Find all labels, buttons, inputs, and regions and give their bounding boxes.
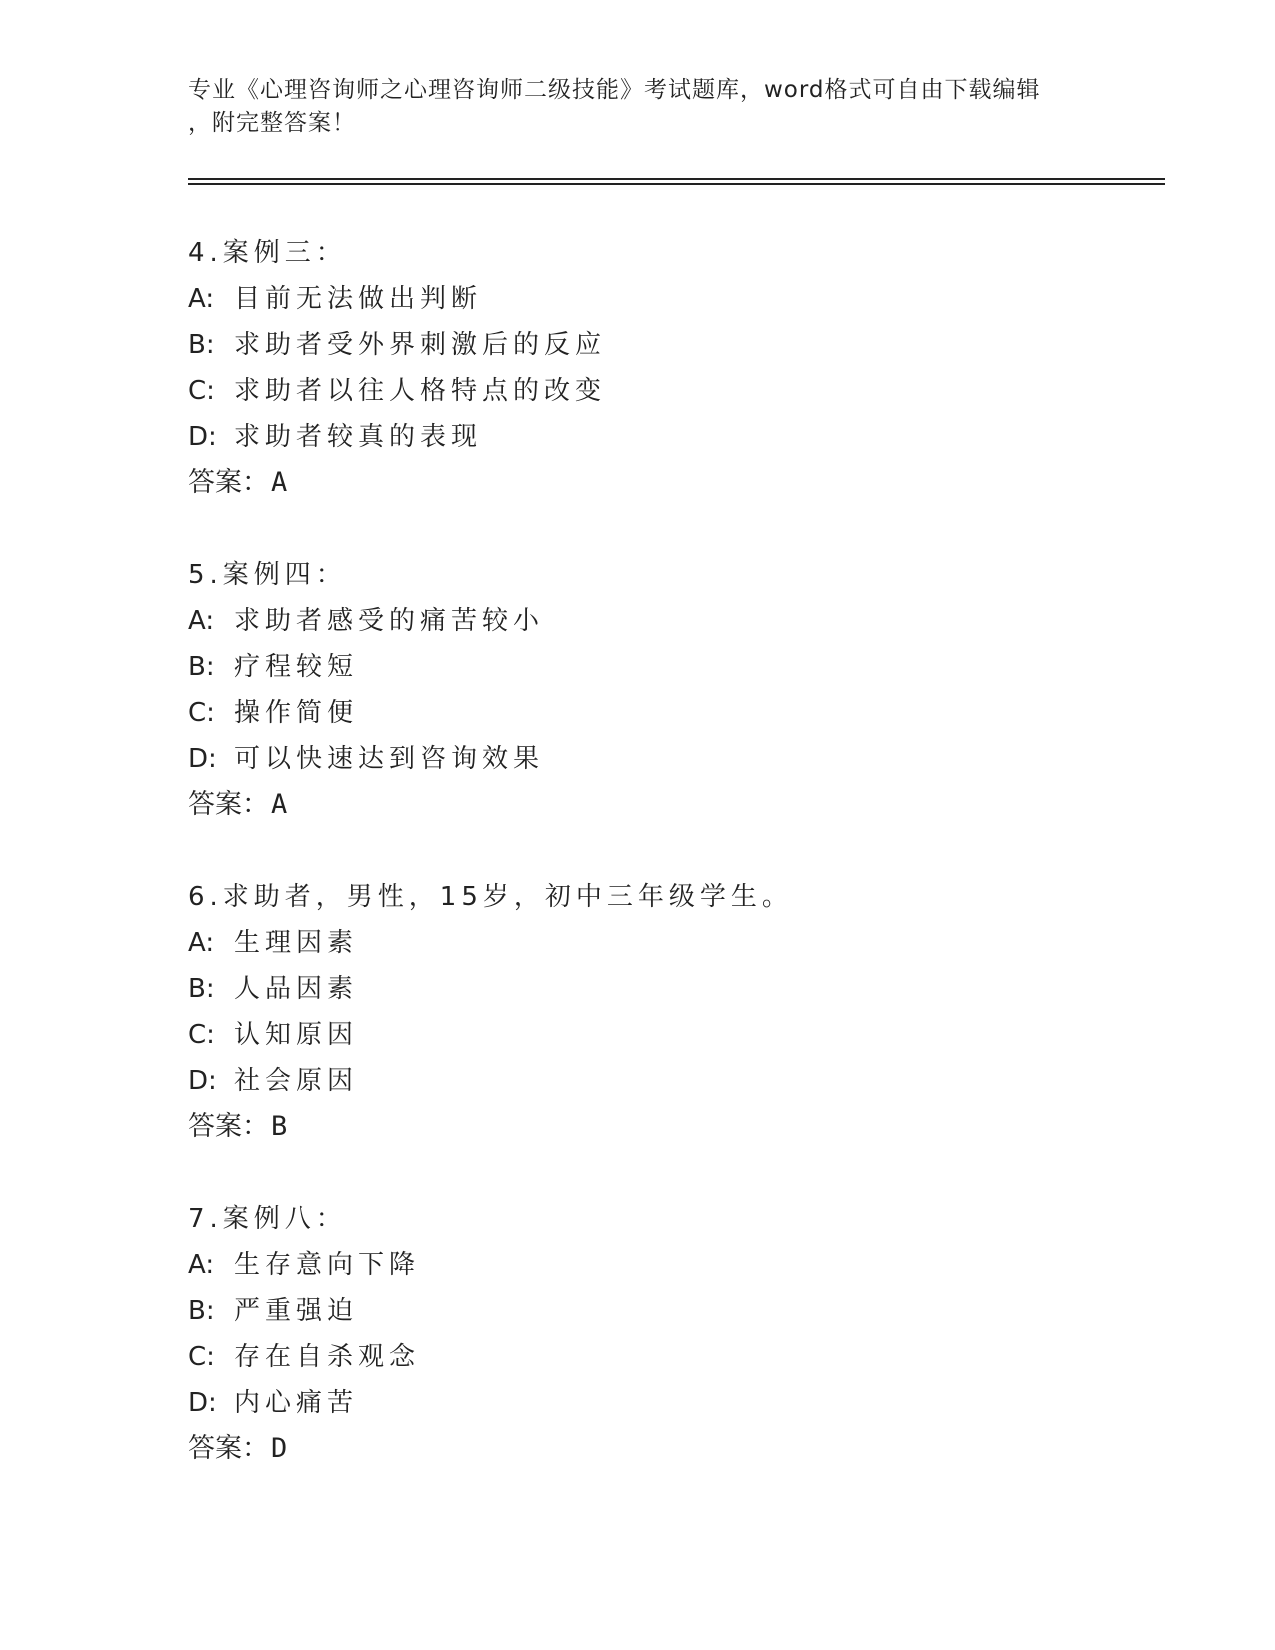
option-row: [188, 368, 1168, 414]
option-letter: B:: [188, 1296, 215, 1326]
option-row: [188, 414, 1168, 460]
answer-row: [188, 1104, 1168, 1150]
option-letter: D:: [188, 1066, 217, 1096]
option-text: 内心痛苦: [234, 1388, 359, 1418]
option-text: 可以快速达到咨询效果: [234, 744, 545, 774]
answer-row: [188, 782, 1168, 828]
option-row: [188, 276, 1168, 322]
option-row: [188, 690, 1168, 736]
option-text: 疗程较短: [234, 652, 359, 682]
question-title: 6.求助者，男性，15岁，初中三年级学生。: [188, 882, 793, 912]
option-row: [188, 1058, 1168, 1104]
option-letter: B:: [188, 652, 215, 682]
answer-value: A: [271, 789, 288, 820]
option-letter: C:: [188, 698, 215, 728]
option-letter: A:: [188, 1250, 215, 1280]
question-block: [188, 1196, 1168, 1472]
question-block: [188, 230, 1168, 506]
answer-value: A: [271, 467, 288, 498]
question-title: 4.案例三：: [188, 238, 347, 268]
question-block: [188, 874, 1168, 1150]
option-text: 存在自杀观念: [234, 1342, 421, 1372]
option-row: [188, 644, 1168, 690]
answer-value: D: [271, 1433, 288, 1464]
option-text: 求助者感受的痛苦较小: [234, 606, 545, 636]
option-letter: D:: [188, 744, 217, 774]
header-line-1: 专业《心理咨询师之心理咨询师二级技能》考试题库，word格式可自由下载编辑: [188, 77, 1041, 103]
option-letter: D:: [188, 1388, 217, 1418]
option-letter: A:: [188, 284, 215, 314]
option-letter: A:: [188, 928, 215, 958]
option-row: [188, 1012, 1168, 1058]
option-text: 求助者受外界刺激后的反应: [234, 330, 607, 360]
option-row: [188, 1380, 1168, 1426]
option-row: [188, 966, 1168, 1012]
question-title: 5.案例四：: [188, 560, 347, 590]
answer-label: 答案：: [188, 1433, 269, 1464]
header-line-2: ，附完整答案！: [188, 110, 356, 136]
answer-label: 答案：: [188, 1111, 269, 1142]
option-letter: A:: [188, 606, 215, 636]
option-row: [188, 736, 1168, 782]
document-header: [188, 74, 1088, 140]
option-text: 求助者以往人格特点的改变: [234, 376, 607, 406]
option-row: [188, 920, 1168, 966]
header-divider-top: [188, 178, 1165, 180]
option-letter: D:: [188, 422, 217, 452]
option-row: [188, 1288, 1168, 1334]
answer-row: [188, 460, 1168, 506]
option-text: 生理因素: [234, 928, 359, 958]
answer-label: 答案：: [188, 789, 269, 820]
option-row: [188, 1242, 1168, 1288]
option-text: 认知原因: [234, 1020, 359, 1050]
option-text: 求助者较真的表现: [234, 422, 483, 452]
option-letter: C:: [188, 376, 215, 406]
option-row: [188, 598, 1168, 644]
answer-value: B: [271, 1111, 288, 1142]
question-block: [188, 552, 1168, 828]
option-row: [188, 322, 1168, 368]
option-text: 社会原因: [234, 1066, 359, 1096]
answer-label: 答案：: [188, 467, 269, 498]
option-text: 人品因素: [234, 974, 359, 1004]
question-title: 7.案例八：: [188, 1204, 347, 1234]
option-text: 生存意向下降: [234, 1250, 421, 1280]
header-divider-bottom: [188, 183, 1165, 185]
option-text: 操作简便: [234, 698, 359, 728]
option-text: 严重强迫: [234, 1296, 359, 1326]
option-letter: C:: [188, 1020, 215, 1050]
option-letter: C:: [188, 1342, 215, 1372]
option-text: 目前无法做出判断: [234, 284, 483, 314]
option-letter: B:: [188, 974, 215, 1004]
answer-row: [188, 1426, 1168, 1472]
option-letter: B:: [188, 330, 215, 360]
option-row: [188, 1334, 1168, 1380]
